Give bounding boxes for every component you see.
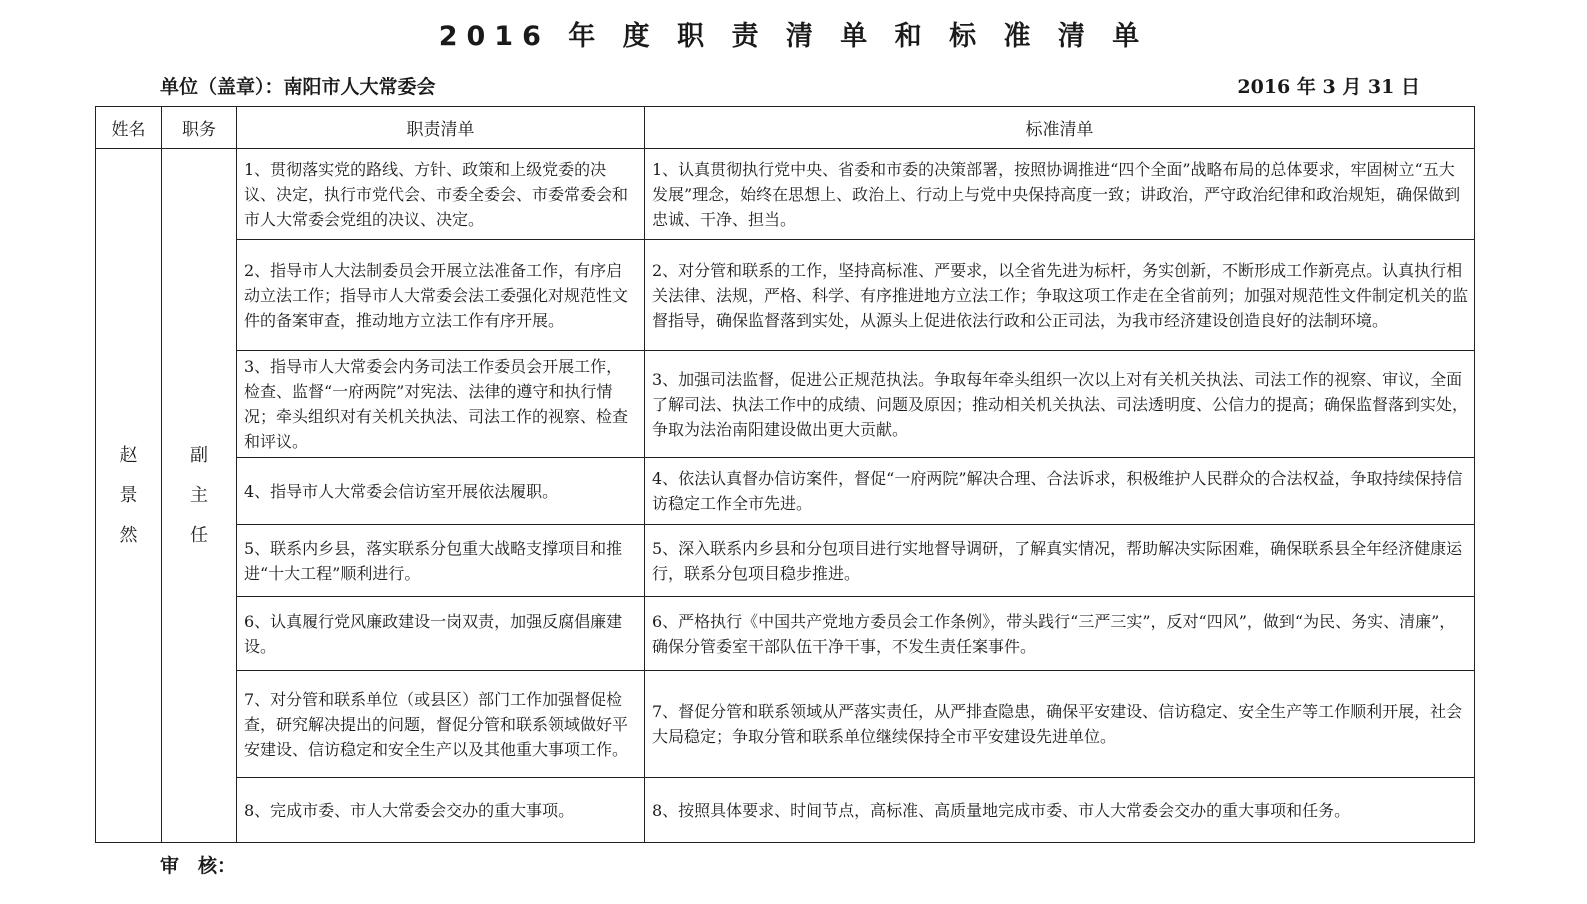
responsibility-table (95, 106, 1475, 843)
table-row (96, 240, 1475, 351)
document-title: 2016 年 度 职 责 清 单 和 标 准 清 单 (438, 21, 1149, 52)
duty-cell: 4、指导市人大常委会信访室开展依法履职。 (237, 458, 645, 525)
standard-cell: 6、严格执行《中国共产党地方委员会工作条例》，带头践行“三严三实”，反对“四风”，做到“为民、务实、清廉”， 确保分管委室干部队伍干净干事，不发生责任案事件。 (645, 597, 1475, 671)
table-row (96, 671, 1475, 778)
standard-cell: 8、按照具体要求、时间节点，高标准、高质量地完成市委、市人大常委会交办的重大事项和任务。 (645, 778, 1475, 843)
unit-label: 单位（盖章）：南阳市人大常委会 (160, 76, 436, 98)
position-char: 副 (190, 444, 208, 466)
table-row (96, 458, 1475, 525)
header-duties: 职责清单 (237, 107, 645, 149)
table-header-row (96, 107, 1475, 149)
header-position: 职务 (162, 107, 237, 149)
table-row (96, 597, 1475, 671)
table-row (96, 778, 1475, 843)
duty-cell: 3、指导市人大常委会内务司法工作委员会开展工作，检查、监督“一府两院”对宪法、法律的遵守和执行情况；牵头组织对有关机关执法、司法工作的视察、检查和评议。 (237, 351, 645, 458)
standard-cell: 2、对分管和联系的工作，坚持高标准、严要求，以全省先进为标杆，务实创新，不断形成工作新亮点。认真执行相关法律、法规，严格、科学、有序推进地方立法工作；争取这项工作走在全省前列；加强对规范性文件制定机关的监督指导，确保监督落到实处，从源头上促进依法行政和公正司法，为我市经济建设创造良好的法制环境。 (645, 240, 1475, 351)
standard-cell: 1、认真贯彻执行党中央、省委和市委的决策部署，按照协调推进“四个全面”战略布局的总体要求，牢固树立“五大发展”理念，始终在思想上、政治上、行动上与党中央保持高度一致；讲政治，严守政治纪律和政治规矩，确保做到忠诚、干净、担当。 (645, 149, 1475, 240)
table-row (96, 351, 1475, 458)
name-char: 景 (119, 484, 138, 506)
header-name: 姓名 (96, 107, 162, 149)
review-label: 审 核： (160, 855, 237, 877)
standard-cell: 7、督促分管和联系领域从严落实责任，从严排查隐患，确保平安建设、信访稳定、安全生产等工作顺利开展，社会大局稳定；争取分管和联系单位继续保持全市平安建设先进单位。 (645, 671, 1475, 778)
table-row (96, 149, 1475, 240)
standard-cell: 3、加强司法监督，促进公正规范执法。争取每年牵头组织一次以上对有关机关执法、司法工作的视察、审议，全面了解司法、执法工作中的成绩、问题及原因；推动相关机关执法、司法透明度、公信力的提高；确保监督落到实处，争取为法治南阳建设做出更大贡献。 (645, 351, 1475, 458)
duty-cell: 8、完成市委、市人大常委会交办的重大事项。 (237, 778, 645, 843)
name-char: 然 (119, 524, 138, 546)
document-date: 2016 年 3 月 31 日 (1237, 76, 1420, 98)
person-name-cell (96, 149, 162, 843)
duty-cell: 5、联系内乡县，落实联系分包重大战略支撑项目和推进“十大工程”顺利进行。 (237, 525, 645, 597)
duty-cell: 2、指导市人大法制委员会开展立法准备工作，有序启动立法工作；指导市人大常委会法工委强化对规范性文件的备案审查，推动地方立法工作有序开展。 (237, 240, 645, 351)
duty-cell: 7、对分管和联系单位（或县区）部门工作加强督促检查，研究解决提出的问题，督促分管和联系领域做好平安建设、信访稳定和安全生产以及其他重大事项工作。 (237, 671, 645, 778)
person-position-cell (162, 149, 237, 843)
duty-cell: 1、贯彻落实党的路线、方针、政策和上级党委的决议、决定，执行市党代会、市委全委会、市委常委会和市人大常委会党组的决议、决定。 (237, 149, 645, 240)
header-standards: 标准清单 (645, 107, 1475, 149)
standard-cell: 5、深入联系内乡县和分包项目进行实地督导调研，了解真实情况，帮助解决实际困难，确保联系县全年经济健康运行，联系分包项目稳步推进。 (645, 525, 1475, 597)
table-row (96, 525, 1475, 597)
position-char: 任 (190, 524, 208, 546)
name-char: 赵 (119, 444, 138, 466)
standard-cell: 4、依法认真督办信访案件，督促“一府两院”解决合理、合法诉求，积极维护人民群众的合法权益，争取持续保持信访稳定工作全市先进。 (645, 458, 1475, 525)
duty-cell: 6、认真履行党风廉政建设一岗双责，加强反腐倡廉建设。 (237, 597, 645, 671)
position-char: 主 (190, 484, 208, 506)
